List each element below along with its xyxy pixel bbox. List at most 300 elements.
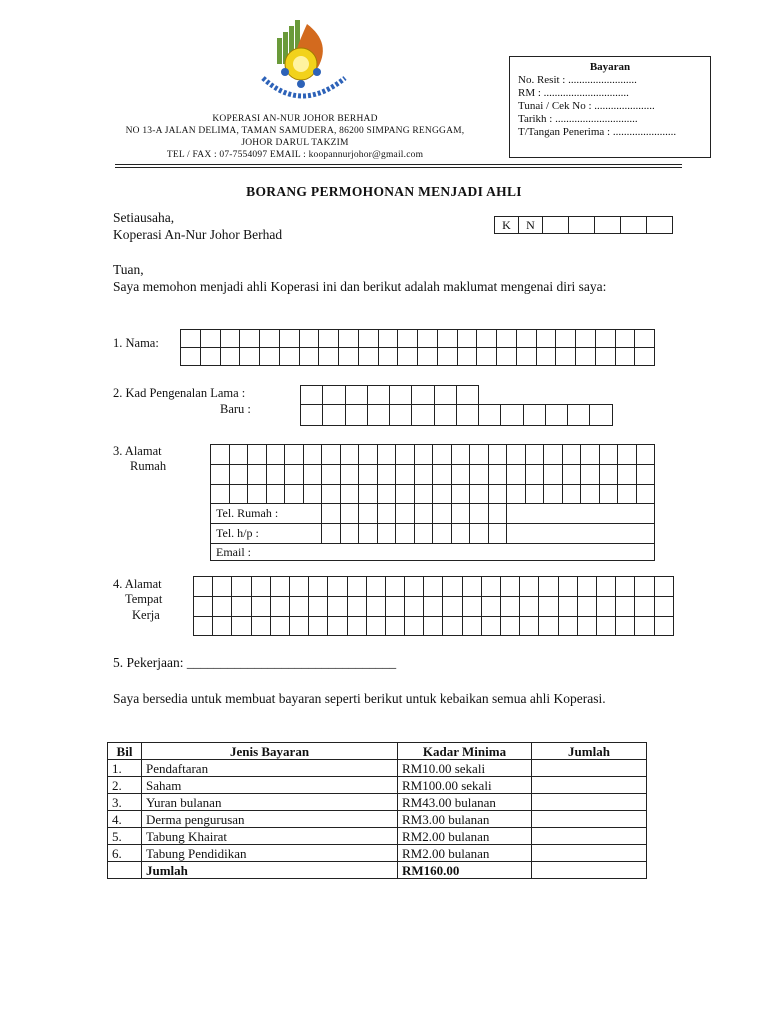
- name-cell[interactable]: [200, 330, 220, 348]
- row-jumlah[interactable]: [532, 760, 647, 777]
- address-cell[interactable]: [322, 485, 341, 504]
- address-cell[interactable]: [232, 617, 251, 636]
- address-cell[interactable]: [462, 577, 481, 597]
- ic-new-cell[interactable]: [345, 405, 367, 426]
- ic-old-cell[interactable]: [390, 386, 412, 405]
- address-cell[interactable]: [229, 485, 248, 504]
- address-cell[interactable]: [377, 445, 396, 465]
- address-cell[interactable]: [347, 617, 366, 636]
- address-cell[interactable]: [414, 485, 433, 504]
- phone-cell[interactable]: [340, 524, 359, 544]
- phone-cell[interactable]: [377, 524, 396, 544]
- address-cell[interactable]: [194, 597, 213, 617]
- address-cell[interactable]: [303, 445, 322, 465]
- cash-cheque-no: Tunai / Cek No : ......................: [518, 100, 655, 112]
- address-cell[interactable]: [618, 465, 637, 485]
- row-jumlah[interactable]: [532, 777, 647, 794]
- address-cell[interactable]: [405, 577, 424, 597]
- phone-cell[interactable]: [488, 504, 507, 524]
- address-cell[interactable]: [488, 445, 507, 465]
- address-cell[interactable]: [635, 577, 654, 597]
- name-cell[interactable]: [240, 330, 260, 348]
- address-cell[interactable]: [636, 485, 655, 504]
- name-cell[interactable]: [220, 330, 240, 348]
- row-jumlah[interactable]: [532, 794, 647, 811]
- name-cell[interactable]: [536, 330, 556, 348]
- row-bil: 5.: [108, 828, 142, 845]
- address-cell[interactable]: [599, 485, 618, 504]
- address-cell[interactable]: [285, 445, 304, 465]
- address-cell[interactable]: [211, 465, 230, 485]
- total-kadar: RM160.00: [398, 862, 532, 879]
- row-bil: 3.: [108, 794, 142, 811]
- address-cell[interactable]: [359, 445, 378, 465]
- address-cell[interactable]: [266, 465, 285, 485]
- address-cell[interactable]: [520, 597, 539, 617]
- ic-old-cell[interactable]: [367, 386, 389, 405]
- address-cell[interactable]: [544, 465, 563, 485]
- address-cell[interactable]: [558, 577, 577, 597]
- ic-old-cell[interactable]: [323, 386, 345, 405]
- address-cell[interactable]: [405, 617, 424, 636]
- address-cell[interactable]: [654, 597, 673, 617]
- phone-cell[interactable]: [359, 524, 378, 544]
- name-cell[interactable]: [497, 330, 517, 348]
- kn-cell: K: [495, 217, 519, 234]
- address-cell[interactable]: [229, 445, 248, 465]
- address-cell[interactable]: [289, 597, 308, 617]
- date: Tarikh : ..............................: [518, 113, 638, 125]
- row-jumlah[interactable]: [532, 828, 647, 845]
- row-jumlah[interactable]: [532, 845, 647, 862]
- name-cell[interactable]: [398, 348, 418, 366]
- address-cell[interactable]: [596, 577, 615, 597]
- total-bil: [108, 862, 142, 879]
- address-cell[interactable]: [322, 445, 341, 465]
- address-cell[interactable]: [303, 465, 322, 485]
- name-cell[interactable]: [595, 330, 615, 348]
- ic-old-cell[interactable]: [434, 386, 456, 405]
- name-cell[interactable]: [279, 348, 299, 366]
- address-cell[interactable]: [462, 597, 481, 617]
- address-cell[interactable]: [481, 617, 500, 636]
- row-kadar: RM2.00 bulanan: [398, 845, 532, 862]
- address-cell[interactable]: [366, 577, 385, 597]
- logo-dot: [297, 80, 305, 88]
- name-cell[interactable]: [615, 348, 635, 366]
- address-cell[interactable]: [347, 597, 366, 617]
- address-cell[interactable]: [229, 465, 248, 485]
- address-cell[interactable]: [309, 597, 328, 617]
- address-cell[interactable]: [251, 617, 270, 636]
- address-cell[interactable]: [385, 597, 404, 617]
- name-cell[interactable]: [516, 330, 536, 348]
- form-title: BORANG PERMOHONAN MENJADI AHLI: [246, 184, 522, 199]
- name-cell[interactable]: [339, 348, 359, 366]
- address-cell[interactable]: [270, 577, 289, 597]
- address-cell[interactable]: [377, 465, 396, 485]
- address-cell[interactable]: [359, 465, 378, 485]
- address-cell[interactable]: [289, 617, 308, 636]
- work-address-grid[interactable]: [193, 576, 674, 636]
- phone-cell[interactable]: [396, 524, 415, 544]
- address-cell[interactable]: [451, 485, 470, 504]
- address-cell[interactable]: [558, 617, 577, 636]
- address-cell[interactable]: [211, 445, 230, 465]
- address-cell[interactable]: [396, 445, 415, 465]
- address-cell[interactable]: [501, 577, 520, 597]
- address-cell[interactable]: [309, 617, 328, 636]
- name-cell[interactable]: [418, 348, 438, 366]
- address-cell[interactable]: [470, 485, 489, 504]
- phone-cell[interactable]: [322, 524, 341, 544]
- phone-cell[interactable]: [451, 504, 470, 524]
- name-cell[interactable]: [516, 348, 536, 366]
- address-cell[interactable]: [213, 597, 232, 617]
- address-cell[interactable]: [581, 485, 600, 504]
- name-cell[interactable]: [477, 348, 497, 366]
- amount-rm: RM : ...............................: [518, 87, 629, 99]
- address-cell[interactable]: [396, 465, 415, 485]
- name-cell[interactable]: [615, 330, 635, 348]
- row-kadar: RM3.00 bulanan: [398, 811, 532, 828]
- name-cell[interactable]: [457, 330, 477, 348]
- ic-old-grid[interactable]: [300, 385, 479, 405]
- address-cell[interactable]: [433, 445, 452, 465]
- address-cell[interactable]: [289, 577, 308, 597]
- address-cell[interactable]: [616, 617, 635, 636]
- address-cell[interactable]: [488, 485, 507, 504]
- address-cell[interactable]: [596, 617, 615, 636]
- phone-cell[interactable]: [359, 504, 378, 524]
- name-cell[interactable]: [181, 330, 201, 348]
- row-jenis: Saham: [142, 777, 398, 794]
- receiver-signature: T/Tangan Penerima : .......................: [518, 126, 677, 138]
- logo-sun-core: [293, 56, 309, 72]
- phone-cell[interactable]: [433, 504, 452, 524]
- name-cell[interactable]: [457, 348, 477, 366]
- address-cell[interactable]: [248, 445, 267, 465]
- phone-cell[interactable]: [470, 524, 489, 544]
- address-cell[interactable]: [525, 445, 544, 465]
- address-cell[interactable]: [581, 445, 600, 465]
- address-cell[interactable]: [481, 597, 500, 617]
- address-cell[interactable]: [414, 465, 433, 485]
- header-divider: [115, 167, 682, 168]
- work-address-label-2: Tempat: [125, 592, 163, 606]
- name-cell[interactable]: [556, 330, 576, 348]
- address-cell[interactable]: [194, 577, 213, 597]
- address-cell[interactable]: [248, 465, 267, 485]
- address-cell[interactable]: [520, 617, 539, 636]
- name-cell[interactable]: [635, 330, 655, 348]
- table-row: [108, 828, 647, 845]
- ic-old-cell[interactable]: [301, 386, 323, 405]
- address-cell[interactable]: [251, 597, 270, 617]
- address-cell[interactable]: [322, 465, 341, 485]
- phone-cell[interactable]: [414, 524, 433, 544]
- address-cell[interactable]: [396, 485, 415, 504]
- address-cell[interactable]: [558, 597, 577, 617]
- address-cell[interactable]: [303, 485, 322, 504]
- ic-new-cell[interactable]: [568, 405, 590, 426]
- address-cell[interactable]: [577, 617, 596, 636]
- address-cell[interactable]: [443, 617, 462, 636]
- address-cell[interactable]: [424, 617, 443, 636]
- name-cell[interactable]: [200, 348, 220, 366]
- address-cell[interactable]: [377, 485, 396, 504]
- ic-new-cell[interactable]: [434, 405, 456, 426]
- address-cell[interactable]: [654, 577, 673, 597]
- table-header-row: [108, 743, 647, 760]
- kn-cell[interactable]: [569, 217, 595, 234]
- total-label: Jumlah: [142, 862, 398, 879]
- address-cell[interactable]: [562, 485, 581, 504]
- ic-new-cell[interactable]: [479, 405, 501, 426]
- address-cell[interactable]: [654, 617, 673, 636]
- tel-home-label: Tel. Rumah :: [211, 504, 322, 524]
- address-cell[interactable]: [507, 465, 526, 485]
- address-cell[interactable]: [340, 485, 359, 504]
- address-cell[interactable]: [581, 465, 600, 485]
- address-cell[interactable]: [481, 577, 500, 597]
- address-cell[interactable]: [340, 445, 359, 465]
- address-line-1: NO 13-A JALAN DELIMA, TAMAN SAMUDERA, 86200 SIMPANG RENGGAM,: [125, 126, 465, 136]
- address-cell[interactable]: [340, 465, 359, 485]
- address-cell[interactable]: [525, 465, 544, 485]
- name-cell[interactable]: [477, 330, 497, 348]
- name-cell[interactable]: [240, 348, 260, 366]
- address-cell[interactable]: [270, 597, 289, 617]
- phone-blank[interactable]: [507, 504, 655, 524]
- name-cell[interactable]: [437, 330, 457, 348]
- address-cell[interactable]: [266, 445, 285, 465]
- address-cell[interactable]: [599, 465, 618, 485]
- address-cell[interactable]: [366, 597, 385, 617]
- ic-new-cell[interactable]: [590, 405, 612, 426]
- address-cell[interactable]: [414, 445, 433, 465]
- address-cell[interactable]: [635, 617, 654, 636]
- address-cell[interactable]: [544, 485, 563, 504]
- name-cell[interactable]: [378, 330, 398, 348]
- ic-new-cell[interactable]: [323, 405, 345, 426]
- occupation-field[interactable]: 5. Pekerjaan: _______________________________: [113, 655, 397, 670]
- intro-text: Saya memohon menjadi ahli Koperasi ini dan berikut adalah maklumat mengenai diri saya:: [113, 279, 607, 294]
- kn-cell[interactable]: [595, 217, 621, 234]
- contact-line: TEL / FAX : 07-7554097 EMAIL : koopannurjohor@gmail.com: [166, 150, 424, 160]
- address-cell[interactable]: [213, 617, 232, 636]
- name-grid[interactable]: [180, 329, 655, 366]
- address-cell[interactable]: [539, 597, 558, 617]
- row-bil: 1.: [108, 760, 142, 777]
- phone-cell[interactable]: [433, 524, 452, 544]
- address-cell[interactable]: [405, 597, 424, 617]
- name-cell[interactable]: [576, 348, 596, 366]
- col-bil: Bil: [108, 743, 142, 760]
- ic-old-label: 2. Kad Pengenalan Lama :: [113, 386, 246, 400]
- phone-cell[interactable]: [322, 504, 341, 524]
- ic-new-cell[interactable]: [456, 405, 478, 426]
- address-cell[interactable]: [347, 577, 366, 597]
- address-cell[interactable]: [562, 445, 581, 465]
- ic-new-cell[interactable]: [301, 405, 323, 426]
- address-cell[interactable]: [616, 577, 635, 597]
- address-cell[interactable]: [577, 577, 596, 597]
- phone-cell[interactable]: [470, 504, 489, 524]
- row-bil: 2.: [108, 777, 142, 794]
- address-cell[interactable]: [470, 445, 489, 465]
- home-address-label: 3. Alamat: [113, 444, 162, 458]
- address-cell[interactable]: [285, 465, 304, 485]
- ic-new-cell[interactable]: [501, 405, 523, 426]
- name-cell[interactable]: [418, 330, 438, 348]
- phone-cell[interactable]: [377, 504, 396, 524]
- address-cell[interactable]: [309, 577, 328, 597]
- address-cell[interactable]: [616, 597, 635, 617]
- email-field[interactable]: Email :: [211, 544, 655, 561]
- name-cell[interactable]: [181, 348, 201, 366]
- name-cell[interactable]: [319, 348, 339, 366]
- kn-cell: N: [519, 217, 543, 234]
- address-cell[interactable]: [433, 465, 452, 485]
- ic-old-cell[interactable]: [345, 386, 367, 405]
- address-cell[interactable]: [424, 597, 443, 617]
- member-number-grid[interactable]: [494, 216, 673, 234]
- address-cell[interactable]: [618, 485, 637, 504]
- name-cell[interactable]: [536, 348, 556, 366]
- address-cell[interactable]: [636, 465, 655, 485]
- address-cell[interactable]: [232, 597, 251, 617]
- name-cell[interactable]: [319, 330, 339, 348]
- ic-new-grid[interactable]: [300, 404, 613, 426]
- name-cell[interactable]: [279, 330, 299, 348]
- ic-new-cell[interactable]: [390, 405, 412, 426]
- ic-new-cell[interactable]: [412, 405, 434, 426]
- phone-cell[interactable]: [340, 504, 359, 524]
- kn-cell[interactable]: [543, 217, 569, 234]
- ic-new-label: Baru :: [220, 402, 251, 416]
- address-cell[interactable]: [544, 445, 563, 465]
- address-cell[interactable]: [635, 597, 654, 617]
- address-cell[interactable]: [507, 485, 526, 504]
- address-cell[interactable]: [539, 577, 558, 597]
- address-cell[interactable]: [443, 577, 462, 597]
- home-address-grid[interactable]: [210, 444, 655, 561]
- address-cell[interactable]: [424, 577, 443, 597]
- address-cell[interactable]: [328, 597, 347, 617]
- name-cell[interactable]: [576, 330, 596, 348]
- name-cell[interactable]: [378, 348, 398, 366]
- address-cell[interactable]: [266, 485, 285, 504]
- address-cell[interactable]: [636, 445, 655, 465]
- ic-old-cell[interactable]: [456, 386, 478, 405]
- ic-old-cell[interactable]: [412, 386, 434, 405]
- logo-dot: [313, 68, 321, 76]
- total-jumlah[interactable]: [532, 862, 647, 879]
- address-cell[interactable]: [618, 445, 637, 465]
- address-cell[interactable]: [577, 597, 596, 617]
- addressee-line-2: Koperasi An-Nur Johor Berhad: [113, 227, 283, 242]
- address-cell[interactable]: [328, 617, 347, 636]
- address-cell[interactable]: [366, 617, 385, 636]
- address-cell[interactable]: [285, 485, 304, 504]
- address-cell[interactable]: [501, 597, 520, 617]
- name-cell[interactable]: [299, 348, 319, 366]
- phone-cell[interactable]: [396, 504, 415, 524]
- address-cell[interactable]: [488, 465, 507, 485]
- address-cell[interactable]: [451, 465, 470, 485]
- name-cell[interactable]: [358, 330, 378, 348]
- name-cell[interactable]: [595, 348, 615, 366]
- address-cell[interactable]: [359, 485, 378, 504]
- ic-new-cell[interactable]: [367, 405, 389, 426]
- phone-cell[interactable]: [488, 524, 507, 544]
- phone-blank[interactable]: [507, 524, 655, 544]
- address-cell[interactable]: [213, 577, 232, 597]
- name-cell[interactable]: [398, 330, 418, 348]
- name-cell[interactable]: [260, 330, 280, 348]
- address-cell[interactable]: [251, 577, 270, 597]
- salutation: Tuan,: [113, 262, 144, 277]
- name-cell[interactable]: [497, 348, 517, 366]
- kn-cell[interactable]: [647, 217, 673, 234]
- payment-box-title: Bayaran: [589, 61, 631, 73]
- address-cell[interactable]: [270, 617, 289, 636]
- row-jumlah[interactable]: [532, 811, 647, 828]
- address-cell[interactable]: [562, 465, 581, 485]
- name-cell[interactable]: [437, 348, 457, 366]
- address-cell[interactable]: [520, 577, 539, 597]
- address-cell[interactable]: [248, 485, 267, 504]
- name-cell[interactable]: [220, 348, 240, 366]
- address-cell[interactable]: [470, 465, 489, 485]
- col-jumlah: Jumlah: [532, 743, 647, 760]
- address-cell[interactable]: [451, 445, 470, 465]
- phone-cell[interactable]: [414, 504, 433, 524]
- logo-dot: [281, 68, 289, 76]
- address-cell[interactable]: [462, 617, 481, 636]
- name-cell[interactable]: [299, 330, 319, 348]
- address-cell[interactable]: [599, 445, 618, 465]
- ic-new-cell[interactable]: [545, 405, 567, 426]
- address-cell[interactable]: [194, 617, 213, 636]
- address-cell[interactable]: [328, 577, 347, 597]
- name-cell[interactable]: [339, 330, 359, 348]
- table-row: [108, 845, 647, 862]
- address-cell[interactable]: [507, 445, 526, 465]
- address-cell[interactable]: [443, 597, 462, 617]
- logo-script-arc: [263, 78, 345, 96]
- ic-new-cell[interactable]: [523, 405, 545, 426]
- address-cell[interactable]: [596, 597, 615, 617]
- address-cell[interactable]: [539, 617, 558, 636]
- address-cell[interactable]: [501, 617, 520, 636]
- phone-cell[interactable]: [451, 524, 470, 544]
- name-label: 1. Nama:: [113, 336, 159, 350]
- name-cell[interactable]: [358, 348, 378, 366]
- address-cell[interactable]: [232, 577, 251, 597]
- address-cell[interactable]: [211, 485, 230, 504]
- address-cell[interactable]: [385, 577, 404, 597]
- name-cell[interactable]: [635, 348, 655, 366]
- kn-cell[interactable]: [621, 217, 647, 234]
- address-cell[interactable]: [525, 485, 544, 504]
- name-cell[interactable]: [260, 348, 280, 366]
- address-cell[interactable]: [433, 485, 452, 504]
- name-cell[interactable]: [556, 348, 576, 366]
- address-line-2: JOHOR DARUL TAKZIM: [241, 138, 349, 148]
- address-cell[interactable]: [385, 617, 404, 636]
